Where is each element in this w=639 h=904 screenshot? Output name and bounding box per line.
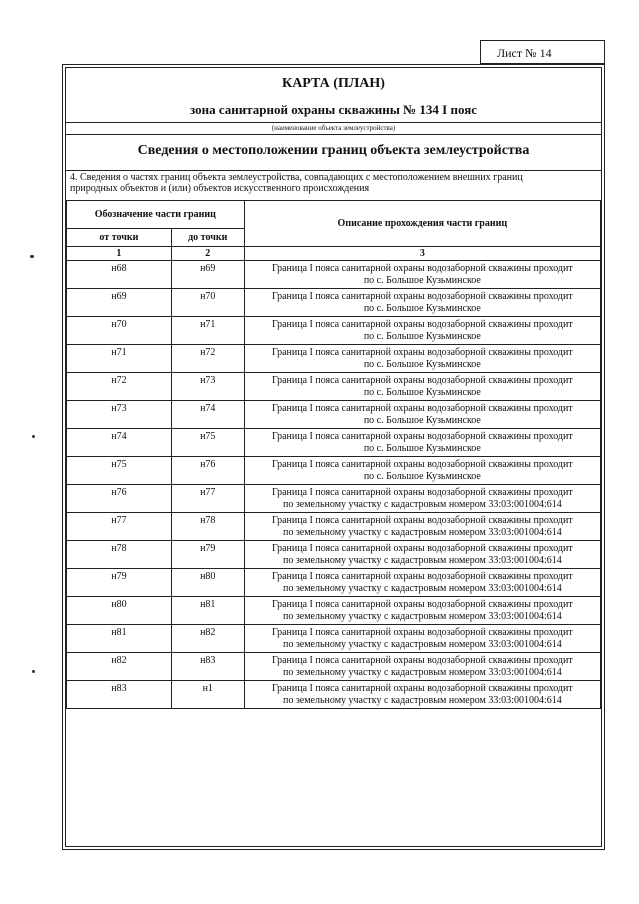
- description-line-2: по с. Большое Кузьминское: [363, 358, 481, 370]
- description-cell: [244, 261, 600, 289]
- description-cell: [244, 317, 600, 345]
- description-line-2: по с. Большое Кузьминское: [363, 302, 481, 314]
- section-title: Сведения о местоположении границ объекта землеустройства: [137, 143, 530, 158]
- table-row: [67, 625, 601, 653]
- table-row: [67, 457, 601, 485]
- to-point-cell: н72: [171, 345, 244, 373]
- description-cell: [244, 373, 600, 401]
- description-line-2: по с. Большое Кузьминское: [363, 470, 481, 482]
- to-point-cell: н79: [171, 541, 244, 569]
- to-point-cell: н78: [171, 513, 244, 541]
- description-line-2: по земельному участку с кадастровым номером 33:03:001004:614: [282, 666, 562, 678]
- from-point-cell: н77: [67, 513, 172, 541]
- to-header: до точки: [171, 229, 244, 247]
- description-line-2: по с. Большое Кузьминское: [363, 414, 481, 426]
- table-row: [67, 653, 601, 681]
- table-row: [67, 401, 601, 429]
- description-line-2: по земельному участку с кадастровым номером 33:03:001004:614: [282, 610, 562, 622]
- description-line-2: по земельному участку с кадастровым номером 33:03:001004:614: [282, 526, 562, 538]
- description-cell: [244, 681, 600, 709]
- to-point-cell: н83: [171, 653, 244, 681]
- description-cell: [244, 625, 600, 653]
- table-row: [67, 429, 601, 457]
- description-line-2: по земельному участку с кадастровым номером 33:03:001004:614: [282, 638, 562, 650]
- column-number-3: 3: [244, 247, 600, 261]
- map-title: КАРТА (ПЛАН): [282, 76, 385, 91]
- description-line-1: Граница I пояса санитарной охраны водозаборной скважины проходит: [271, 346, 573, 358]
- group-header: Обозначение части границ: [67, 201, 245, 229]
- description-line-2: по земельному участку с кадастровым номером 33:03:001004:614: [282, 554, 562, 566]
- to-point-cell: н71: [171, 317, 244, 345]
- boundaries-table: [66, 200, 601, 709]
- description-line-1: Граница I пояса санитарной охраны водозаборной скважины проходит: [271, 654, 573, 666]
- description-cell: [244, 513, 600, 541]
- description-cell: [244, 485, 600, 513]
- description-cell: [244, 429, 600, 457]
- description-line-1: Граница I пояса санитарной охраны водозаборной скважины проходит: [271, 290, 573, 302]
- from-point-cell: н74: [67, 429, 172, 457]
- column-number-2: 2: [171, 247, 244, 261]
- description-cell: [244, 541, 600, 569]
- description-line-2: по земельному участку с кадастровым номером 33:03:001004:614: [282, 582, 562, 594]
- table-row: [67, 569, 601, 597]
- from-point-cell: н78: [67, 541, 172, 569]
- table-body: [67, 261, 601, 709]
- from-point-cell: н76: [67, 485, 172, 513]
- description-line-1: Граница I пояса санитарной охраны водозаборной скважины проходит: [271, 514, 573, 526]
- description-line-1: Граница I пояса санитарной охраны водозаборной скважины проходит: [271, 458, 573, 470]
- description-cell: [244, 457, 600, 485]
- margin-mark: [32, 435, 35, 438]
- table-row: [67, 373, 601, 401]
- to-point-cell: н75: [171, 429, 244, 457]
- margin-mark: [32, 670, 35, 673]
- from-point-cell: н83: [67, 681, 172, 709]
- from-point-cell: н79: [67, 569, 172, 597]
- from-point-cell: н80: [67, 597, 172, 625]
- column-number-1: 1: [67, 247, 172, 261]
- table-row: [67, 681, 601, 709]
- map-subtitle: зона санитарной охраны скважины № 134 I пояс: [189, 102, 478, 117]
- from-header: от точки: [67, 229, 172, 247]
- to-point-cell: н1: [171, 681, 244, 709]
- to-point-cell: н69: [171, 261, 244, 289]
- description-line-1: Граница I пояса санитарной охраны водозаборной скважины проходит: [271, 374, 573, 386]
- description-line-1: Граница I пояса санитарной охраны водозаборной скважины проходит: [271, 542, 573, 554]
- table-row: [67, 541, 601, 569]
- description-line-2: по с. Большое Кузьминское: [363, 442, 481, 454]
- to-point-cell: н70: [171, 289, 244, 317]
- desc-header: Описание прохождения части границ: [244, 201, 600, 247]
- description-line-1: Граница I пояса санитарной охраны водозаборной скважины проходит: [271, 402, 573, 414]
- description-cell: [244, 597, 600, 625]
- description-line-2: по с. Большое Кузьминское: [363, 386, 481, 398]
- object-name-caption: (наименование объекта землеустройства): [66, 123, 601, 135]
- description-line-2: по с. Большое Кузьминское: [363, 330, 481, 342]
- description-cell: [244, 345, 600, 373]
- description-line-1: Граница I пояса санитарной охраны водозаборной скважины проходит: [271, 682, 573, 694]
- from-point-cell: н72: [67, 373, 172, 401]
- description-line-1: Граница I пояса санитарной охраны водозаборной скважины проходит: [271, 626, 573, 638]
- table-row: [67, 485, 601, 513]
- to-point-cell: н80: [171, 569, 244, 597]
- from-point-cell: н69: [67, 289, 172, 317]
- document-frame: [65, 67, 602, 847]
- from-point-cell: н75: [67, 457, 172, 485]
- table-row: [67, 317, 601, 345]
- table-row: [67, 345, 601, 373]
- sheet-number-label: Лист № 14: [480, 40, 605, 64]
- from-point-cell: н71: [67, 345, 172, 373]
- to-point-cell: н81: [171, 597, 244, 625]
- description-line-2: по земельному участку с кадастровым номером 33:03:001004:614: [282, 498, 562, 510]
- to-point-cell: н76: [171, 457, 244, 485]
- description-line-2: по с. Большое Кузьминское: [363, 274, 481, 286]
- table-row: [67, 261, 601, 289]
- description-line-1: Граница I пояса санитарной охраны водозаборной скважины проходит: [271, 430, 573, 442]
- description-line-1: Граница I пояса санитарной охраны водозаборной скважины проходит: [271, 570, 573, 582]
- description-cell: [244, 653, 600, 681]
- to-point-cell: н82: [171, 625, 244, 653]
- description-line-1: Граница I пояса санитарной охраны водозаборной скважины проходит: [271, 262, 573, 274]
- map-title-block: [66, 68, 601, 123]
- description-line-1: Граница I пояса санитарной охраны водозаборной скважины проходит: [271, 486, 573, 498]
- description-line-1: Граница I пояса санитарной охраны водозаборной скважины проходит: [271, 318, 573, 330]
- description-line-2: по земельному участку с кадастровым номером 33:03:001004:614: [282, 694, 562, 706]
- from-point-cell: н73: [67, 401, 172, 429]
- from-point-cell: н81: [67, 625, 172, 653]
- description-cell: [244, 569, 600, 597]
- description-cell: [244, 401, 600, 429]
- to-point-cell: н77: [171, 485, 244, 513]
- section-header: [66, 134, 601, 171]
- to-point-cell: н74: [171, 401, 244, 429]
- description-line-1: Граница I пояса санитарной охраны водозаборной скважины проходит: [271, 598, 573, 610]
- description-cell: [244, 289, 600, 317]
- from-point-cell: н70: [67, 317, 172, 345]
- from-point-cell: н82: [67, 653, 172, 681]
- table-row: [67, 513, 601, 541]
- table-row: [67, 597, 601, 625]
- from-point-cell: н68: [67, 261, 172, 289]
- intro-text: 4. Сведения о частях границ объекта землеустройства, совпадающих с местоположением внешних границ природных объектов и (или) объектов искусственного происхождения: [70, 172, 523, 194]
- to-point-cell: н73: [171, 373, 244, 401]
- table-row: [67, 289, 601, 317]
- margin-mark: [30, 255, 34, 258]
